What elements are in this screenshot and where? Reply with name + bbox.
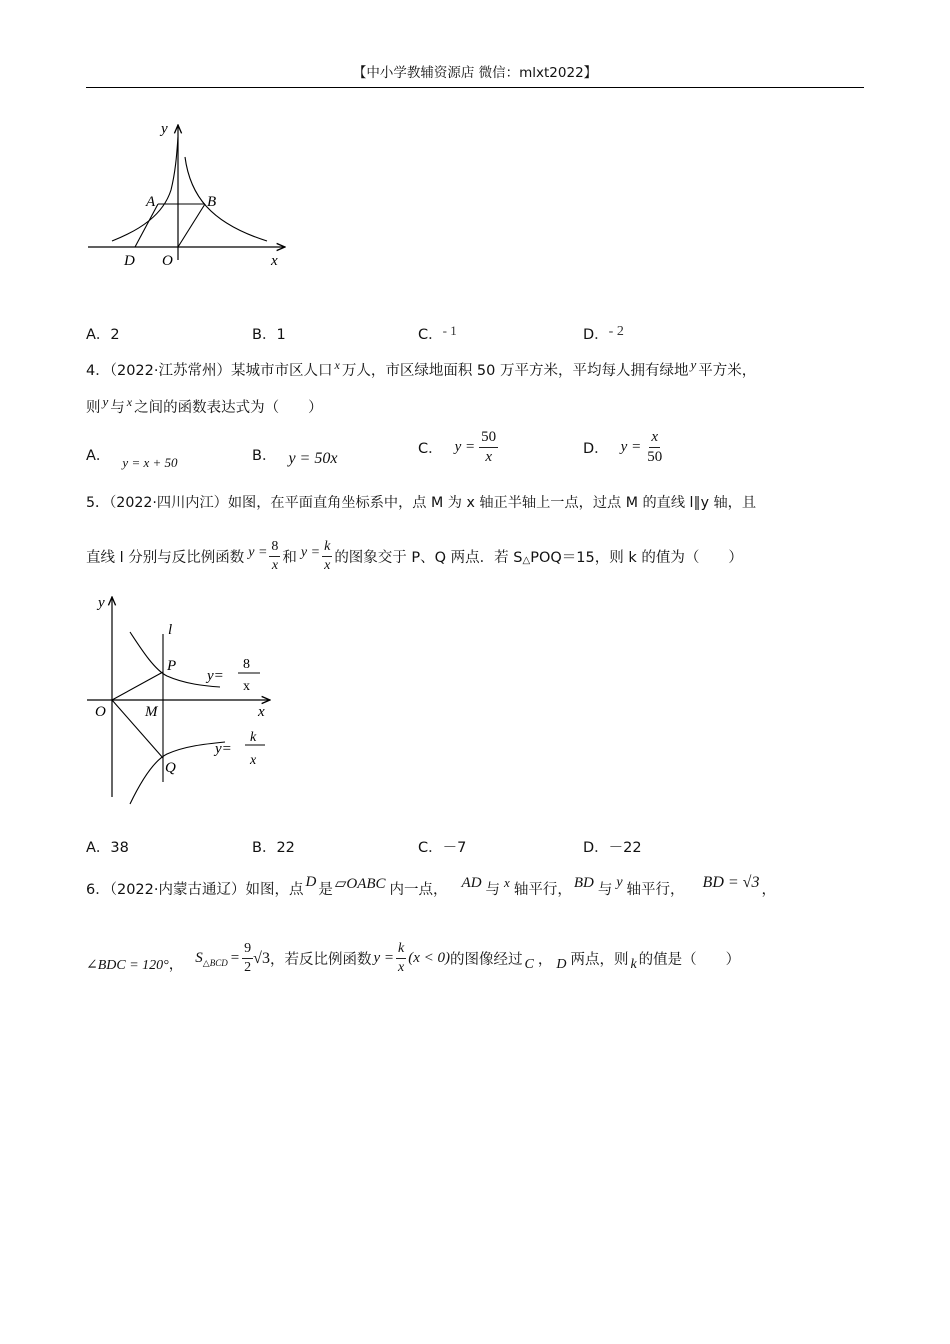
q6-text: 的图像经过	[449, 952, 523, 968]
q4-option-c[interactable]	[418, 430, 498, 465]
sqrt-three: √3	[253, 949, 270, 967]
domain-condition: (x < 0)	[408, 950, 450, 966]
q5-option-d[interactable]	[583, 836, 642, 857]
point-d: D	[556, 956, 567, 972]
numerator: k	[322, 540, 332, 557]
eq2-denominator: x	[250, 753, 257, 768]
equals: =	[230, 950, 240, 966]
origin-O-label: O	[95, 704, 106, 720]
option-letter: B．	[252, 327, 277, 343]
segment-ad: AD	[461, 875, 482, 891]
segment-AD	[135, 204, 158, 247]
var-y: y	[616, 874, 623, 890]
q5-line-2	[86, 540, 743, 573]
numerator: 50	[479, 430, 498, 448]
q4-text: 万人，市区绿地面积 50 万平方米，平均每人拥有绿地	[341, 363, 689, 379]
q4-option-a[interactable]	[86, 444, 178, 470]
fraction-k-over-x	[396, 942, 406, 975]
point-M-label: M	[145, 704, 158, 720]
y-axis-label: y	[98, 595, 105, 611]
numerator: x	[649, 430, 660, 448]
q6-line-2	[86, 942, 740, 975]
var-y: y	[102, 394, 109, 409]
q5-text: 的图象交于 P、Q 两点．若 S	[334, 550, 523, 566]
q6-text: 与	[485, 882, 501, 898]
q4-text: 则	[86, 400, 101, 416]
option-expression: y = x + 50	[122, 455, 178, 470]
figure-2-graph	[85, 592, 285, 812]
eq2-lhs: y=	[215, 741, 232, 757]
y-axis-label: y	[161, 121, 168, 137]
equation-lhs: y =	[620, 439, 642, 455]
q5-option-c[interactable]	[418, 836, 466, 857]
var-k: k	[630, 956, 637, 972]
option-letter: C．	[418, 327, 443, 343]
q6-text: ，	[761, 882, 776, 898]
eq1-denominator: x	[243, 679, 250, 694]
point-c: C	[524, 956, 534, 972]
q3-option-d[interactable]	[583, 323, 624, 344]
q4-text: 平方米，	[698, 363, 757, 379]
option-letter: A．	[86, 448, 111, 464]
point-A-label: A	[146, 194, 156, 210]
var-x: x	[126, 395, 133, 409]
q3-option-b[interactable]	[252, 323, 286, 344]
q6-text: 轴平行，	[626, 882, 685, 898]
numerator: k	[396, 942, 406, 959]
angle-bdc: ∠BDC = 120°	[86, 958, 169, 973]
segment-bd: BD	[573, 875, 594, 891]
area-symbol: S	[195, 950, 203, 966]
option-value: 2	[110, 327, 120, 343]
q6-text: 内一点，	[389, 882, 448, 898]
option-value: - 1	[442, 323, 457, 338]
denominator: x	[397, 960, 405, 975]
q4-option-d[interactable]	[583, 430, 664, 465]
page-header: 【中小学教辅资源店 微信：mlxt2022】	[352, 65, 598, 81]
eq2-numerator: k	[250, 730, 257, 745]
option-value: 38	[110, 840, 129, 856]
denominator: 50	[647, 449, 663, 465]
numerator: 8	[269, 540, 280, 557]
denominator: 2	[244, 960, 252, 975]
point-D-label: D	[124, 253, 135, 269]
x-axis-label: x	[258, 704, 265, 720]
option-letter: B．	[252, 840, 277, 856]
option-letter: A．	[86, 327, 111, 343]
left-hyperbola	[112, 137, 178, 241]
option-letter: B．	[252, 448, 277, 464]
q6-text: ，	[168, 957, 184, 973]
option-value: －22	[608, 840, 642, 856]
fraction	[269, 540, 280, 573]
option-letter: D．	[583, 327, 609, 343]
point-O-label: O	[162, 253, 173, 269]
q5-text: 和	[282, 550, 297, 566]
q6-text: 是	[318, 882, 333, 898]
q5-text: 直线 l 分别与反比例函数	[86, 550, 245, 566]
fraction	[322, 540, 332, 573]
point-P-label: P	[167, 658, 177, 674]
q6-text: 轴平行，	[513, 882, 572, 898]
var-y: y	[690, 357, 697, 372]
option-value: －7	[442, 840, 467, 856]
right-hyperbola	[185, 157, 267, 241]
denominator: x	[485, 449, 492, 465]
q4-line-2	[86, 396, 323, 417]
q5-text: POQ＝15，则 k 的值为（ ）	[530, 550, 743, 566]
parallelogram-oabc: ▱OABC	[334, 876, 386, 892]
area-subscript: △BCD	[202, 958, 228, 968]
numerator: 9	[242, 942, 253, 959]
q6-text: ，若反比例函数	[269, 952, 372, 968]
q3-option-c[interactable]	[418, 323, 457, 344]
option-expression: y = 50x	[288, 450, 338, 467]
function-lhs: y =	[373, 950, 394, 966]
eq1-numerator: 8	[243, 657, 250, 672]
denominator: x	[324, 558, 331, 573]
option-value: - 2	[608, 324, 624, 339]
line-l-label: l	[168, 622, 173, 638]
q5-option-a[interactable]	[86, 836, 129, 857]
q3-option-a[interactable]	[86, 323, 120, 344]
fraction	[479, 430, 498, 465]
q5-line-1: 5．（2022·四川内江）如图，在平面直角坐标系中，点 M 为 x 轴正半轴上一点，过点 M 的直线 l∥y 轴，且	[86, 495, 757, 511]
q4-option-b[interactable]	[252, 444, 337, 465]
point-B-label: B	[207, 194, 217, 210]
bd-equation: BD = √3	[702, 873, 760, 891]
option-value: 1	[276, 327, 286, 343]
q4-line-1	[86, 359, 756, 380]
q6-text: 两点，则	[570, 952, 629, 968]
var-x: x	[334, 358, 340, 372]
option-letter: C．	[418, 840, 443, 856]
segment-OB	[178, 204, 205, 247]
fraction-nine-halves	[242, 942, 253, 975]
q6-line-1	[86, 873, 776, 899]
segment-OP	[112, 672, 163, 700]
denominator: x	[271, 558, 279, 573]
hyperbola-k-over-x	[130, 742, 225, 804]
q4-text: 之间的函数表达式为（ ）	[134, 400, 323, 416]
x-axis-label: x	[271, 253, 278, 269]
q4-text: 与	[110, 400, 125, 416]
option-letter: C．	[418, 441, 443, 457]
q4-text: 4．（2022·江苏常州）某城市市区人口	[86, 363, 333, 379]
var-x: x	[504, 874, 510, 890]
q6-text: 与	[597, 882, 613, 898]
header-rule	[86, 87, 864, 88]
option-letter: A．	[86, 840, 111, 856]
point-Q-label: Q	[165, 760, 176, 776]
q5-option-b[interactable]	[252, 836, 295, 857]
point-d: D	[305, 874, 317, 890]
equation-lhs: y =	[300, 544, 321, 560]
subscript: △	[522, 555, 531, 566]
option-letter: D．	[583, 441, 609, 457]
q6-text: ，	[537, 952, 553, 968]
q6-text: 的值是（ ）	[638, 952, 741, 968]
option-value: 22	[276, 840, 295, 856]
eq1-lhs: y=	[207, 668, 224, 684]
fraction	[645, 430, 664, 465]
figure-1-graph	[85, 115, 300, 275]
equation-lhs: y =	[454, 439, 476, 455]
equation-lhs: y =	[248, 544, 268, 560]
option-letter: D．	[583, 840, 609, 856]
q6-text: 6．（2022·内蒙古通辽）如图，点	[86, 882, 304, 898]
